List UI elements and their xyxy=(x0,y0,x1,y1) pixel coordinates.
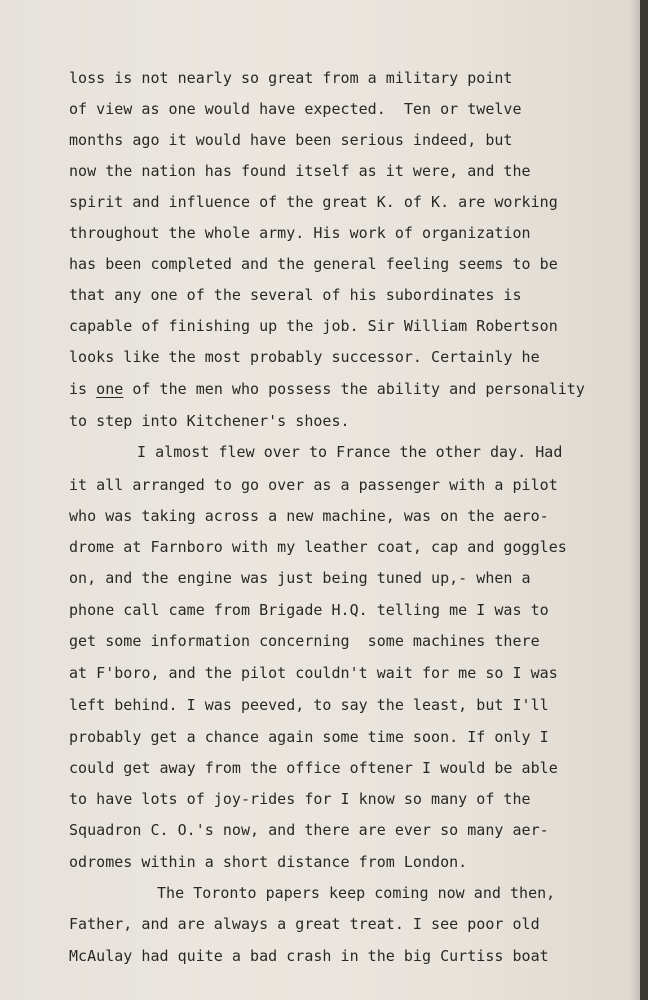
text-line: Father, and are always a great treat. I see poor old xyxy=(69,915,540,933)
text-line: to have lots of joy-rides for I know so many of the xyxy=(69,790,531,808)
text-line: on, and the engine was just being tuned up,- when a xyxy=(69,569,531,587)
text-line: get some information concerning some machines there xyxy=(69,632,540,650)
text-line: phone call came from Brigade H.Q. telling me I was to xyxy=(69,601,549,619)
text-fragment: of the men who possess the ability and personality xyxy=(123,380,585,398)
text-line: months ago it would have been serious indeed, but xyxy=(69,131,513,149)
text-line: Squadron C. O.'s now, and there are ever so many aer- xyxy=(69,821,549,839)
text-line: it all arranged to go over as a passenger with a pilot xyxy=(69,476,558,494)
underlined-word: one xyxy=(96,380,124,398)
text-line: could get away from the office oftener I would be able xyxy=(69,759,558,777)
text-line: capable of finishing up the job. Sir William Robertson xyxy=(69,317,558,335)
text-line: probably get a chance again some time soon. If only I xyxy=(69,728,549,746)
text-line: of view as one would have expected. Ten or twelve xyxy=(69,100,522,118)
text-line: throughout the whole army. His work of organization xyxy=(69,224,531,242)
text-line: now the nation has found itself as it were, and the xyxy=(69,162,531,180)
text-line: looks like the most probably successor. Certainly he xyxy=(69,348,540,366)
text-line: that any one of the several of his subordinates is xyxy=(69,286,522,304)
text-line: The Toronto papers keep coming now and then, xyxy=(157,884,556,902)
text-line: drome at Farnboro with my leather coat, cap and goggles xyxy=(69,538,567,556)
text-line: spirit and influence of the great K. of K. are working xyxy=(69,193,558,211)
text-line: loss is not nearly so great from a military point xyxy=(69,69,513,87)
text-line: left behind. I was peeved, to say the least, but I'll xyxy=(69,696,549,714)
text-line: at F'boro, and the pilot couldn't wait for me so I was xyxy=(69,664,558,682)
text-line: McAulay had quite a bad crash in the big Curtiss boat xyxy=(69,947,549,965)
text-line: odromes within a short distance from London. xyxy=(69,853,468,871)
text-fragment: is xyxy=(69,380,97,398)
text-line: has been completed and the general feeling seems to be xyxy=(69,255,558,273)
text-line: to step into Kitchener's shoes. xyxy=(69,412,350,430)
text-line: I almost flew over to France the other day. Had xyxy=(137,443,563,461)
text-line: who was taking across a new machine, was on the aero- xyxy=(69,507,549,525)
text-line xyxy=(69,379,585,399)
